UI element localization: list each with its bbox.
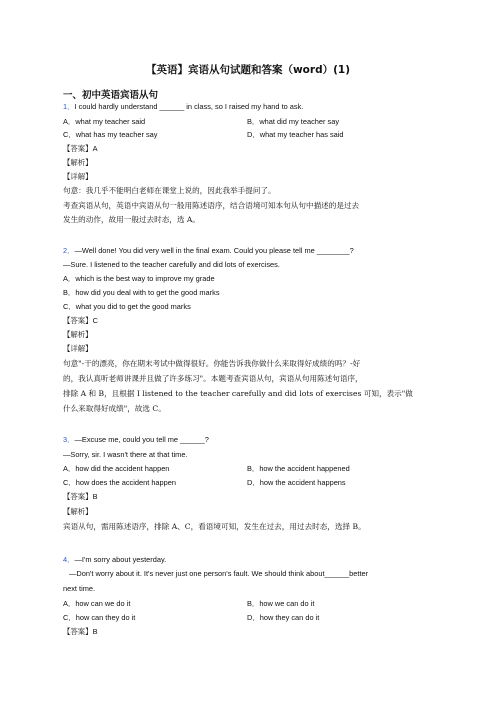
line-text: 发生的动作，故用一般过去时态，选 A。 — [63, 215, 200, 224]
text-line — [63, 404, 166, 414]
text-line — [63, 464, 169, 474]
line-text: —Sure. I listened to the teacher carefully and did lots of exercises. — [63, 260, 280, 269]
line-text: —Excuse me, could you tell me ______? — [74, 435, 209, 444]
section-heading: 一、初中英语宾语从句 — [63, 90, 159, 101]
document-title: 【英语】宾语从句试题和答案（word）(1) — [145, 64, 350, 76]
text-line — [247, 599, 314, 609]
text-line — [63, 102, 303, 112]
line-text: 句意：我几乎不能明白老师在课堂上说的，因此我举手提问了。 — [63, 186, 276, 195]
line-text: C．what you did to get the good marks — [63, 302, 191, 311]
text-line — [63, 599, 130, 609]
text-line — [63, 627, 98, 637]
line-text: 【答案】A — [63, 144, 98, 153]
question-number: 1． — [63, 102, 75, 111]
text-line — [63, 584, 95, 594]
question-number: 4． — [63, 555, 75, 564]
line-text: 【答案】B — [63, 492, 98, 501]
line-text: 【详解】 — [63, 172, 93, 181]
text-line — [63, 450, 188, 460]
text-line — [63, 186, 276, 196]
text-line — [63, 144, 98, 154]
text-line — [63, 215, 200, 225]
line-text: A．what my teacher said — [63, 117, 146, 126]
text-line — [63, 302, 191, 312]
text-line — [63, 522, 366, 532]
line-text: 【答案】B — [63, 627, 98, 636]
line-text: B．what did my teacher say — [247, 117, 340, 126]
text-line — [247, 117, 339, 127]
line-text: A．how did the accident happen — [63, 464, 170, 473]
line-text: C．how does the accident happen — [63, 478, 176, 487]
line-text: D．what my teacher has said — [247, 130, 344, 139]
text-line — [247, 613, 319, 623]
line-text: C．what has my teacher say — [63, 130, 158, 139]
line-text: B．how we can do it — [247, 599, 315, 608]
text-line — [63, 246, 354, 256]
line-text: C．how can they do it — [63, 613, 136, 622]
line-text: B．how did you deal with to get the good marks — [63, 288, 220, 297]
line-text: D．how they can do it — [247, 613, 320, 622]
line-text: 什么来取得好成绩"，故选 C。 — [63, 404, 166, 413]
text-line — [63, 158, 93, 168]
line-text: —Don't worry about it. It's never just one person's fault. We should think about______better — [69, 569, 369, 578]
line-text: 【解析】 — [63, 507, 93, 516]
line-text: 【解析】 — [63, 158, 93, 167]
text-line — [63, 201, 359, 211]
text-line — [63, 316, 98, 326]
line-text: —Well done! You did very well in the final exam. Could you please tell me ________? — [74, 246, 354, 255]
line-text: —Sorry, sir. I wasn't there at that time. — [63, 450, 188, 459]
text-line — [63, 130, 157, 140]
text-line — [63, 507, 93, 517]
line-text: I could hardly understand ______ in class, so I raised my hand to ask. — [74, 102, 304, 111]
line-text: 【答案】C — [63, 316, 98, 325]
line-text: A．which is the best way to improve my grade — [63, 274, 215, 283]
text-line — [63, 288, 220, 298]
line-text: A．how can we do it — [63, 599, 131, 608]
line-text: 【解析】 — [63, 330, 93, 339]
line-text: 考查宾语从句，英语中宾语从句一般用陈述语序，结合语境可知本句从句中描述的是过去 — [63, 201, 360, 210]
text-line — [247, 478, 346, 488]
text-line — [63, 359, 360, 369]
question-number: 2． — [63, 246, 75, 255]
text-line — [63, 492, 98, 502]
line-text: 句意"-干的漂亮，你在期末考试中做得很好。你能告诉我你做什么来取得好成绩的吗？-好 — [63, 359, 361, 368]
line-text: next time. — [63, 584, 96, 593]
line-text: 的，我认真听老师讲课并且做了许多练习"。本题考查宾语从句，宾语从句用陈述句语序， — [63, 374, 363, 383]
line-text: 【详解】 — [63, 344, 93, 353]
text-line — [247, 464, 350, 474]
text-line — [63, 344, 93, 354]
text-line — [63, 172, 93, 182]
line-text: 排除 A 和 B，且根据 I listened to the teacher carefully and did lots of exercises 可知，表示"做 — [63, 389, 413, 398]
text-line — [63, 478, 176, 488]
text-line — [247, 130, 344, 140]
question-number: 3． — [63, 435, 75, 444]
text-line — [63, 117, 145, 127]
text-line — [63, 613, 135, 623]
text-line — [63, 389, 413, 399]
line-text: D．how the accident happens — [247, 478, 346, 487]
line-text: 宾语从句，需用陈述语序，排除 A、C，看语境可知，发生在过去，用过去时态，选择 B。 — [63, 522, 366, 531]
text-line — [69, 569, 368, 579]
text-line — [63, 555, 166, 565]
text-line — [63, 260, 280, 270]
text-line — [63, 374, 363, 384]
text-line — [63, 435, 209, 445]
line-text: —I'm sorry about yesterday. — [74, 555, 167, 564]
line-text: B．how the accident happened — [247, 464, 350, 473]
text-line — [63, 330, 93, 340]
text-line — [63, 274, 215, 284]
